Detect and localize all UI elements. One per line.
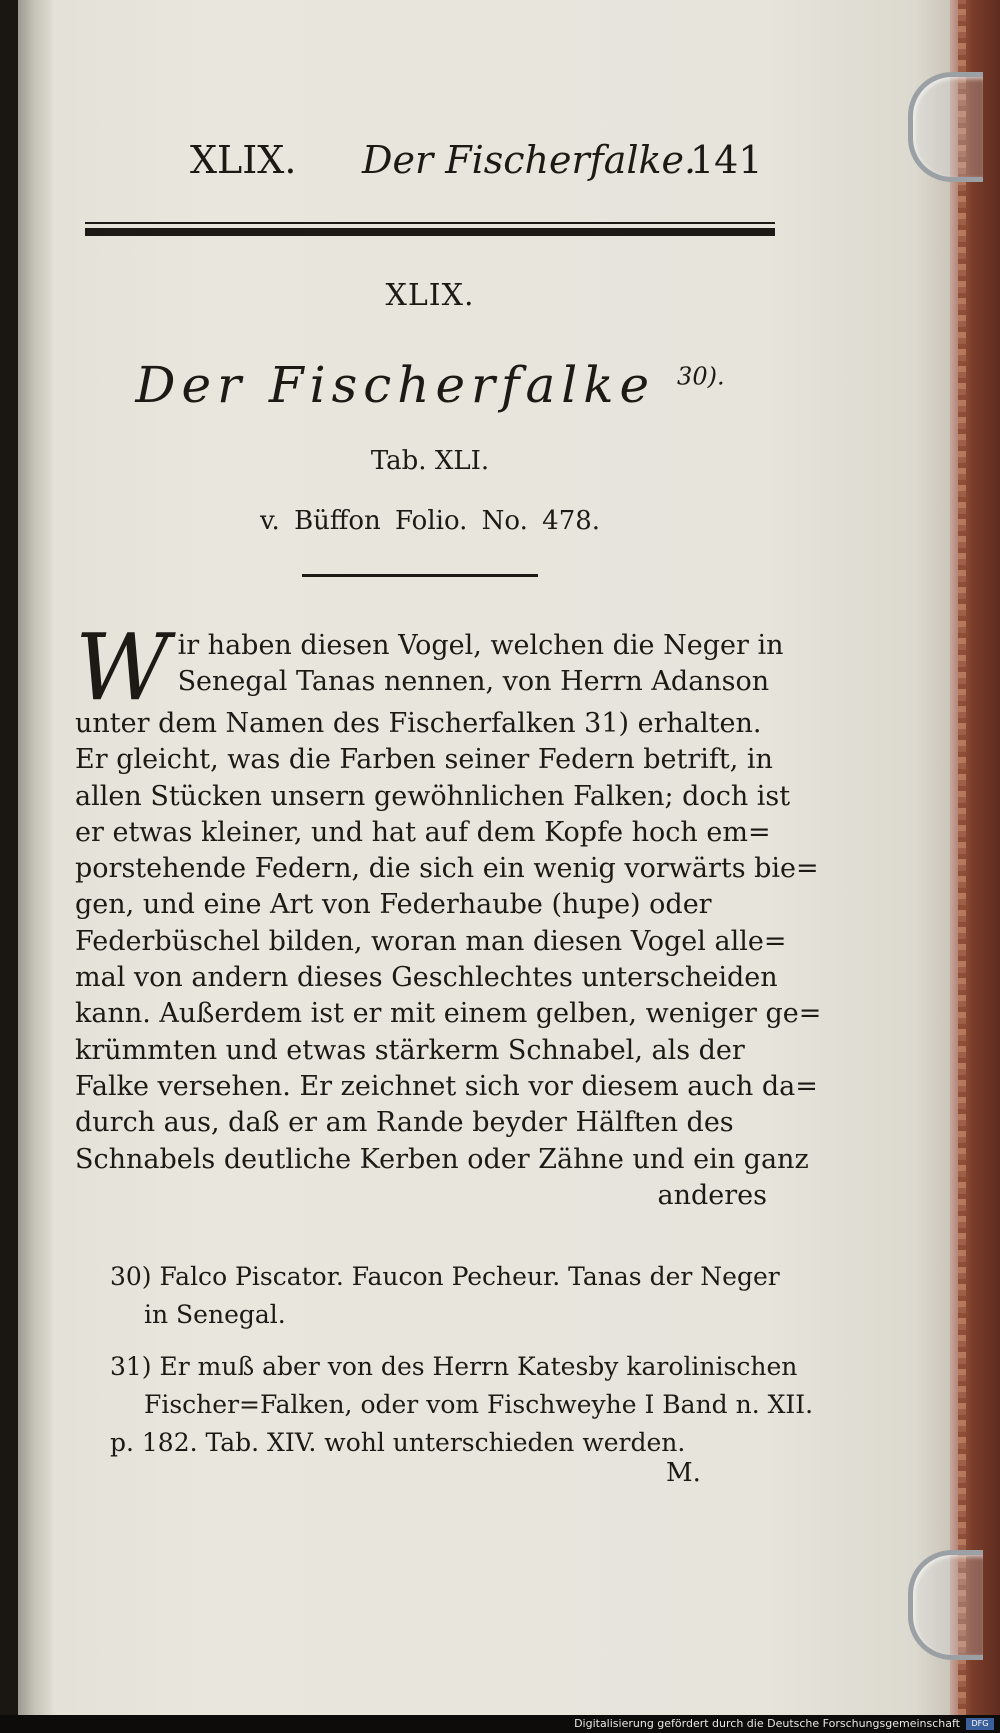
section-rule [302,574,538,577]
page-gutter-shadow [18,0,54,1715]
body-line: gen, und eine Art von Federhaube (hupe) oder [75,889,712,921]
chapter-title-note-ref: 30). [677,362,725,391]
body-line: er etwas kleiner, und hat auf dem Kopfe hoch em= [75,816,771,848]
page-clip-top [908,72,983,182]
body-line: Falke versehen. Er zeichnet sich vor diesem auch da= [75,1070,818,1102]
footer-credit: Digitalisierung gefördert durch die Deutsche Forschungsgemeinschaft [574,1717,960,1730]
footnote-line: Fischer=Falken, oder vom Fischweyhe I Band n. XII. [144,1390,814,1419]
drop-cap: W [75,614,170,721]
dfg-logo: DFG [966,1718,994,1730]
running-head-chapter: XLIX. [190,138,297,182]
footnotes [110,1258,814,1476]
chapter-number: XLIX. [385,278,475,313]
digitization-footer [0,1715,1000,1733]
running-head [190,130,763,190]
body-line: allen Stücken unsern gewöhnlichen Falken; doch ist [75,780,791,812]
running-head-title: Der Fischerfalke. [362,138,697,182]
page-number: 141 [690,138,763,182]
signature-mark: M. [666,1458,701,1488]
footnote-line: 31) Er muß aber von des Herrn Katesby karolinischen [110,1352,798,1381]
footnote-line: p. 182. Tab. XIV. wohl unterschieden werden. [110,1428,686,1457]
body-line: porstehende Federn, die sich ein wenig vorwärts bie= [75,853,819,885]
body-line: Federbüschel bilden, woran man diesen Vogel alle= [75,925,787,957]
plate-reference: Tab. XLI. [370,446,490,476]
body-line: kann. Außerdem ist er mit einem gelben, weniger ge= [75,998,822,1030]
body-line: Senegal Tanas nennen, von Herrn Adanson [177,666,770,698]
footnote-line: in Senegal. [144,1300,286,1329]
body-line: krümmten und etwas stärkerm Schnabel, als der [75,1034,745,1066]
body-line: Schnabels deutliche Kerben oder Zähne und ein ganz [75,1143,809,1175]
body-line: mal von andern dieses Geschlechtes unterscheiden [75,962,778,994]
header-rule-thin [85,222,775,224]
footnote-31 [110,1348,814,1462]
page-clip-bottom [908,1550,983,1660]
buffon-reference: v. Büffon Folio. No. 478. [259,506,601,536]
page-fore-edge [950,0,958,1715]
body-line: Er gleicht, was die Farben seiner Federn betrift, in [75,744,773,776]
body-line: durch aus, daß er am Rande beyder Hälften des [75,1107,734,1139]
chapter-title-text: Der Fischerfalke [135,356,656,414]
catchword: anderes [657,1179,767,1211]
body-line: unter dem Namen des Fischerfalken 31) erhalten. [75,708,762,739]
header-rule-thick [85,228,775,236]
footnote-30 [110,1258,780,1334]
footnote-line: 30) Falco Piscator. Faucon Pecheur. Tanas der Neger [110,1262,780,1291]
body-line: ir haben diesen Vogel, welchen die Neger in [177,630,784,661]
chapter-title [85,356,775,414]
body-text [75,614,822,1214]
